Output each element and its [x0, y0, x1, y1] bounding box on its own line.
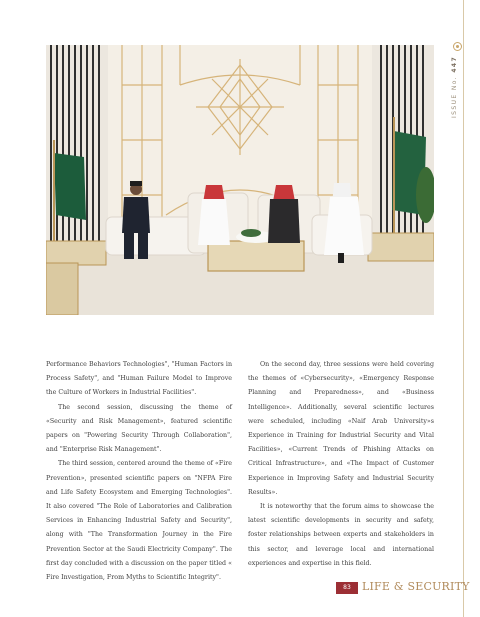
issue-label-text: ISSUE No. — [451, 75, 458, 118]
paragraph: The third session, centered around the theme of «Fire Prevention», presented scientific papers on "NFPA Fire and Life Safety Ecosystem and Emerging Technologies". It also covered "The Role of Laboratories and Calibration Services in Enhancing Industrial Safety and Security", along with "The Transformation Journey in the Fire Prevention Sector at the Saudi Electricity Company". The first day concluded with a discussion on the paper titled « Fire Investigation, From Myths to Scientific Integrity". — [46, 460, 232, 582]
margin-rule — [463, 0, 464, 617]
article-column-right — [248, 358, 434, 571]
paragraph: The second session, discussing the theme of «Security and Risk Management», featured scientific papers on "Powering Security Through Collaboration", and "Enterprise Risk Management". — [46, 403, 232, 454]
paragraph: Performance Behaviors Technologies", "Human Factors in Process Safety", and "Human Failure Model to Improve the Culture of Workers in Industrial Facilities". — [46, 361, 232, 397]
paragraph: It is noteworthy that the forum aims to showcase the latest scientific developments in security and safety, foster relationships between experts and stakeholders in this sector, and leverage local and international experiences and expertise in this field. — [248, 503, 434, 567]
page-number: 83 — [336, 582, 358, 594]
paragraph: On the second day, three sessions were held covering the themes of «Cybersecurity», «Emergency Response Planning and Preparedness», and «Business Intelligence». Additionally, several scientific lectures were scheduled, including «Naif Arab University»s Experience in Training for Industrial Security and Vital Facilities», «Current Trends of Phishing Attacks on Critical Infrastructure», and «The Impact of Customer Experience in Improving Safety and Industrial Security Results». — [248, 361, 434, 496]
magazine-brand: LIFE & SECURITY — [362, 580, 470, 593]
issue-number: 447 — [451, 55, 458, 73]
event-photo-illustration — [46, 45, 434, 315]
issue-label — [451, 56, 458, 118]
event-photo — [46, 45, 434, 315]
article-column-left — [46, 358, 232, 585]
ornament-dot-icon — [453, 42, 462, 51]
